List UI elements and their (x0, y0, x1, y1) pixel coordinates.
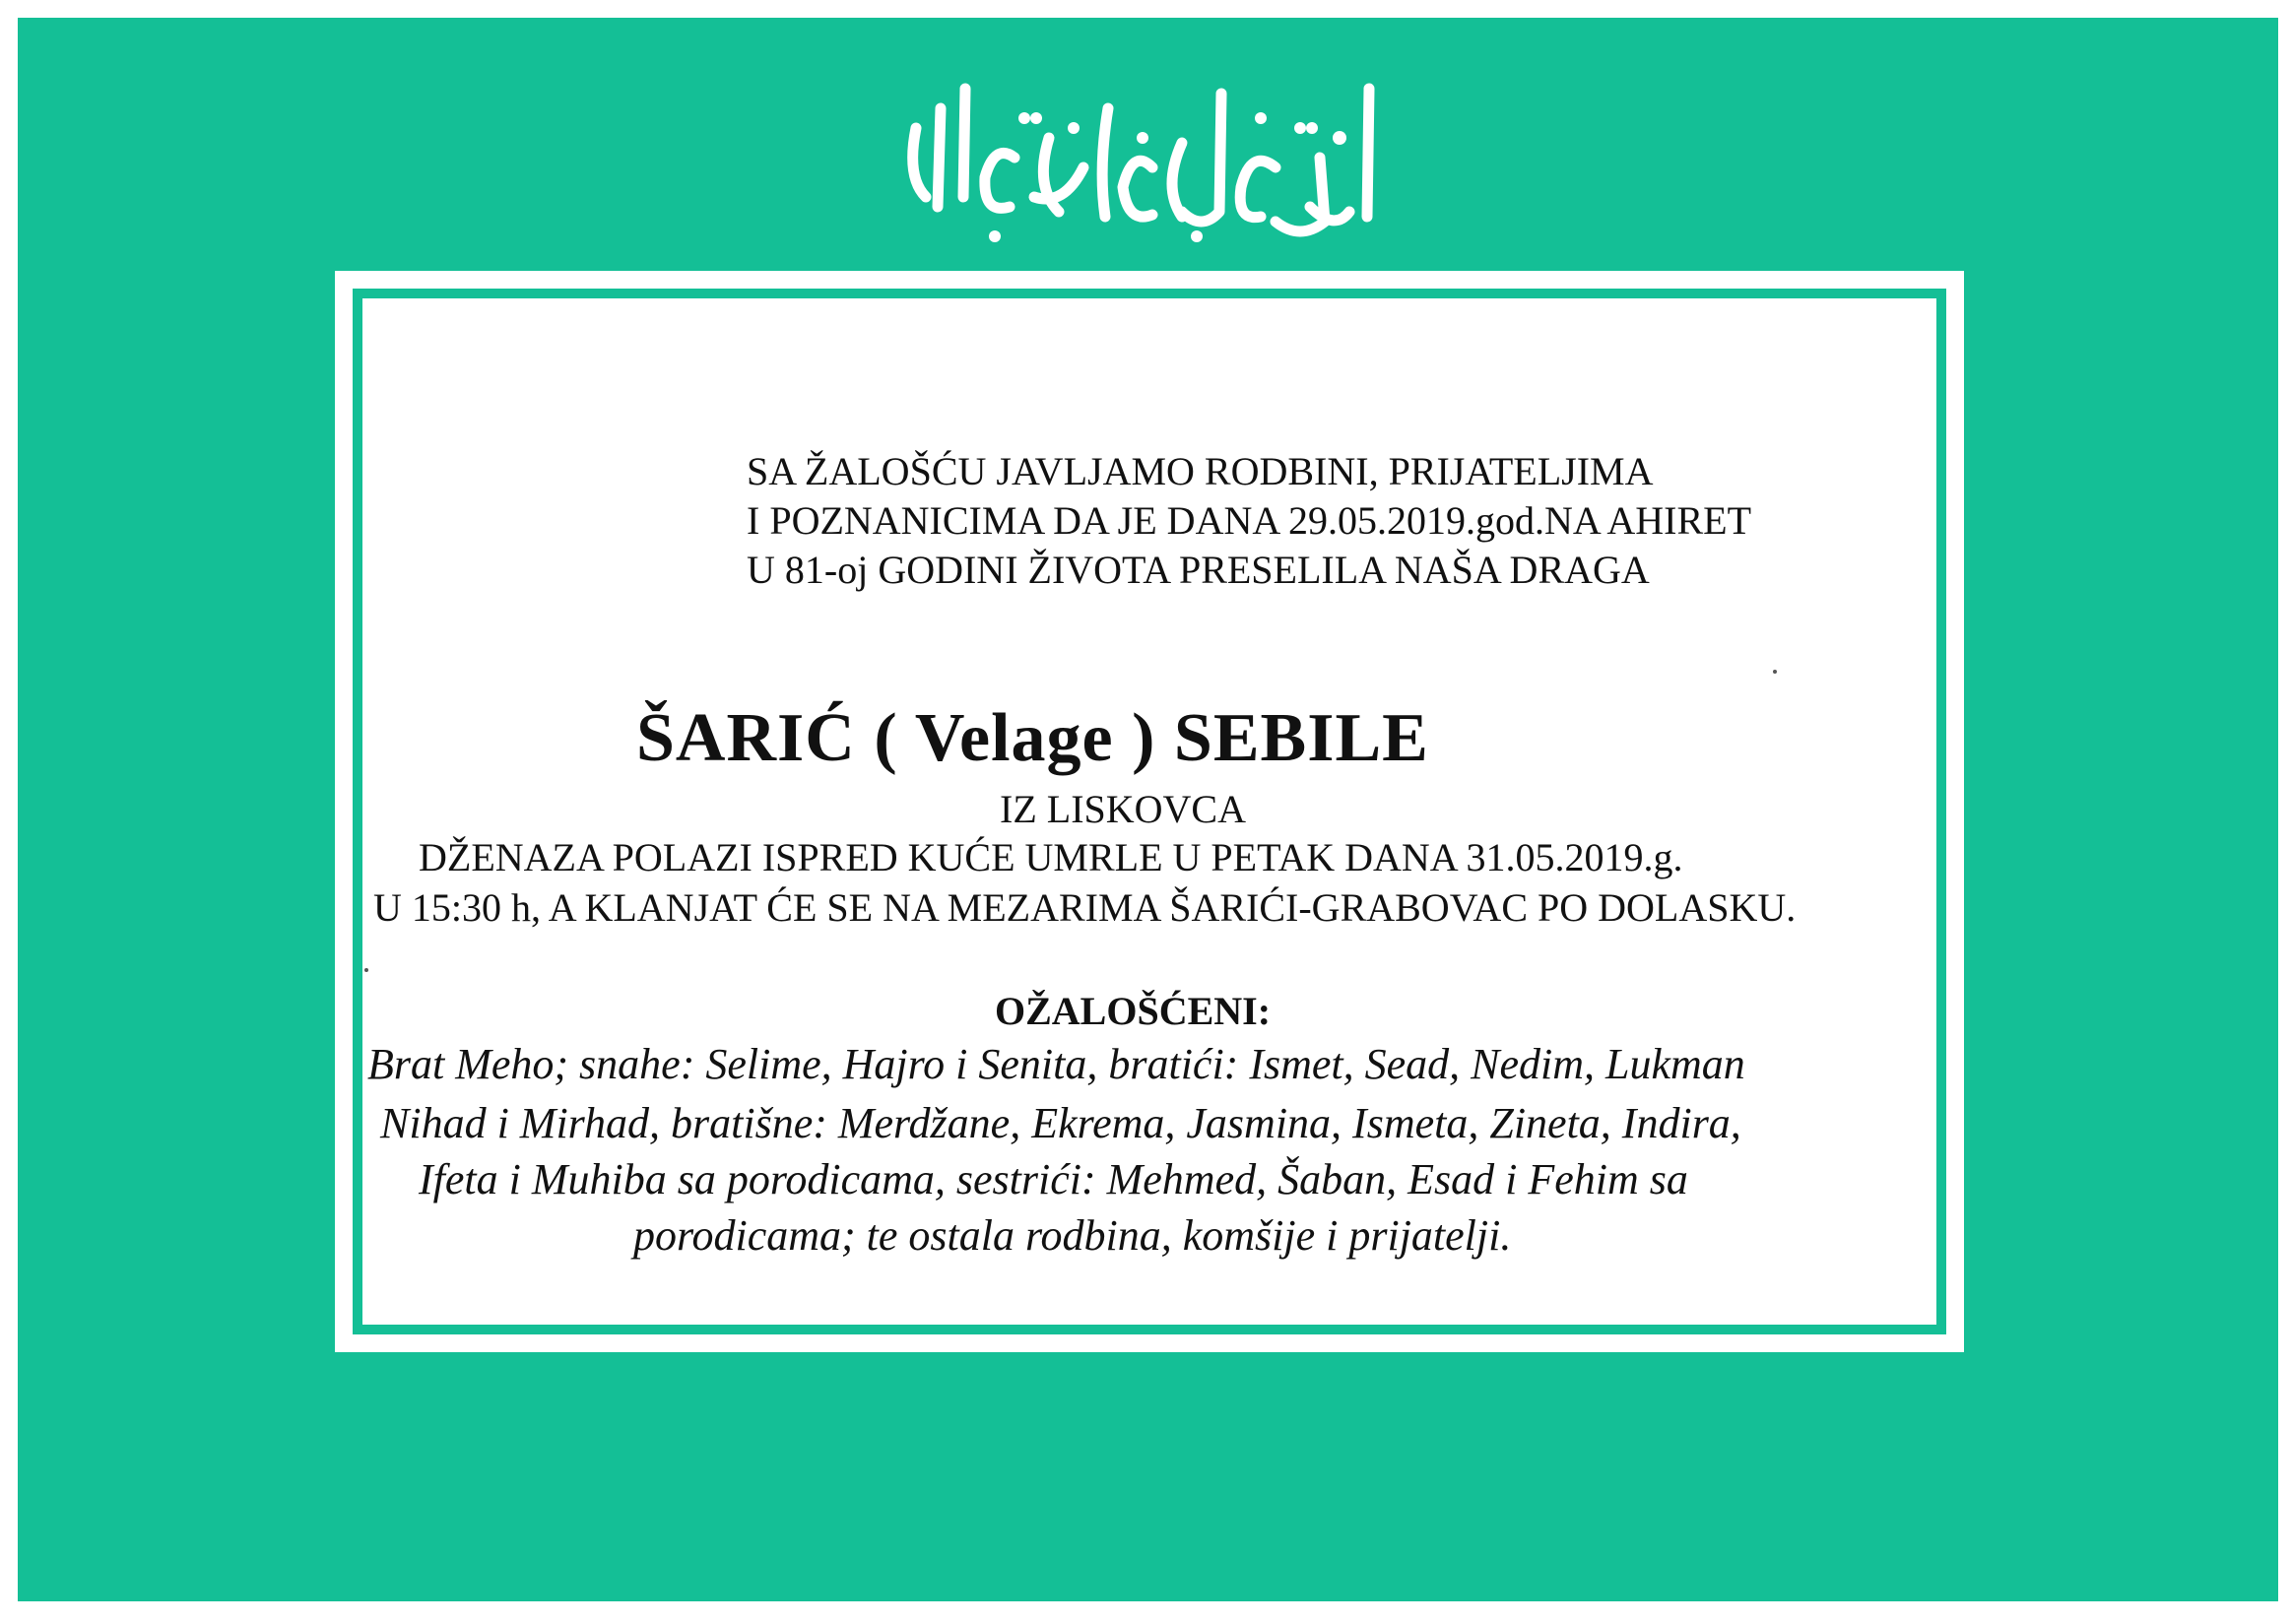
arabic-calligraphy-icon (886, 49, 1399, 256)
intro-line-1: SA ŽALOŠĆU JAVLJAMO RODBINI, PRIJATELJIMA (747, 449, 1654, 493)
funeral-line-1: DŽENAZA POLAZI ISPRED KUĆE UMRLE U PETAK DANA 31.05.2019.g. (419, 835, 1683, 879)
mourners-line-2: Nihad i Mirhad, bratišne: Merdžane, Ekrema, Jasmina, Ismeta, Zineta, Indira, (380, 1099, 1741, 1147)
mourners-heading: OŽALOŠĆENI: (995, 989, 1272, 1033)
deceased-name: ŠARIĆ ( Velage ) SEBILE (636, 700, 1429, 776)
intro-line-3: U 81-oj GODINI ŽIVOTA PRESELILA NAŠA DRAGA (747, 548, 1650, 592)
origin: IZ LISKOVCA (1000, 787, 1246, 831)
print-speck (364, 968, 368, 972)
print-speck (1773, 670, 1777, 674)
mourners-line-3: Ifeta i Muhiba sa porodicama, sestrići: Mehmed, Šaban, Esad i Fehim sa (419, 1155, 1688, 1203)
intro-line-2: I POZNANICIMA DA JE DANA 29.05.2019.god.NA AHIRET (747, 498, 1752, 543)
mourners-line-4: porodicama; te ostala rodbina, komšije i prijatelji. (633, 1211, 1512, 1260)
mourners-line-1: Brat Meho; snahe: Selime, Hajro i Senita, bratići: Ismet, Sead, Nedim, Lukman (367, 1040, 1745, 1088)
funeral-line-2: U 15:30 h, A KLANJAT ĆE SE NA MEZARIMA ŠARIĆI-GRABOVAC PO DOLASKU. (373, 885, 1797, 930)
